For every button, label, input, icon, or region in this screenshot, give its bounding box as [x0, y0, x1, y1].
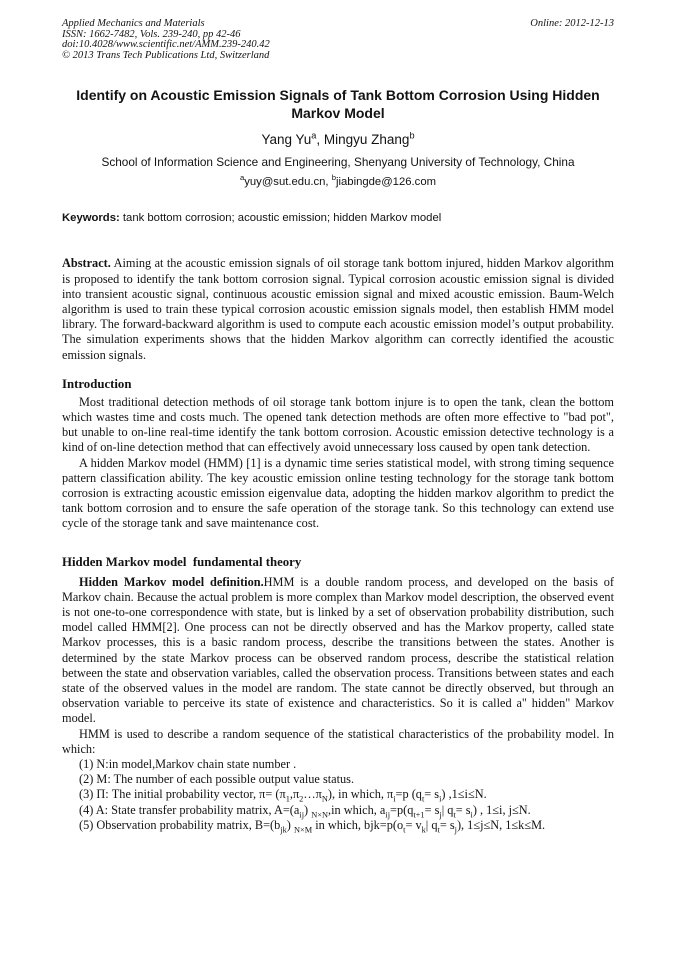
paper-title: Identify on Acoustic Emission Signals of Tank Bottom Corrosion Using Hidden Markov Model: [76, 87, 600, 122]
keywords-label: Keywords:: [62, 212, 120, 225]
emails-line: $^a$yuy@sut.edu.cn, $^b$jiabingde@126.com: [239, 173, 437, 189]
definition-paragraph: [62, 575, 614, 727]
journal-name: Applied Mechanics and Materials: [62, 18, 205, 29]
keywords-line: [62, 211, 614, 225]
journal-header: [62, 19, 614, 61]
journal-doi-line: doi:10.4028/www.scientific.net/AMM.239-240.42: [62, 39, 270, 51]
abstract-label: Abstract.: [62, 256, 111, 271]
journal-issn-line: ISSN: 1662-7482, Vols. 239-240, pp 42-46: [62, 28, 241, 40]
definition-label: Hidden Markov model definition.: [79, 574, 264, 589]
journal-copyright-line: © 2013 Trans Tech Publications Ltd, Switzerland: [62, 49, 270, 61]
affiliation-line: School of Information Science and Engineering, Shenyang University of Technology, China: [101, 155, 575, 170]
intro-heading: Introduction: [62, 376, 132, 391]
definition-text: HMM is a double random process, and developed on the basis of Markov chain. Because the actual problem is more complex than Markov model description, the observed event is not one-to-one correspondence with state, but is linked by a set of observation probability distribution, such model called HMM[2]. One process can not be directly observed and has the Markov property, called state Markov processes, this is a basic random process, describe the transitions between the states. Another is determined by the state Markov process can be observed random process, describe the statistical relation between the state and observation variables, called the observation process. Transitions between states and each state of the observed values in the model are random. The state cannot be directly observed, but through an observation variable to perceive its state of existence and characteristics. So it is called a" hidden" Markov model.: [62, 574, 614, 726]
hmm-parameter-item-1: (1) N:in model,Markov chain state number .: [79, 757, 297, 772]
theory-heading: Hidden Markov model fundamental theory: [62, 554, 302, 569]
hmm-parameter-item-3: (3) Π: The initial probability vector, $\pi= (\pi_1,\pi_2\dots\pi_N)$, in which, $\pi_i=p$ $(q_t= s_i)$ ,1≤i≤N.: [79, 787, 487, 804]
intro-paragraph-1: Most traditional detection methods of oil storage tank bottom injure is to open the tank, clean the bottom which wastes time and costs much. The opened tank detection methods are often more effective to "bad pot", but unable to on-line real-time identify the tank bottom corrosion. Acoustic emission detective technology is a kind of on-line detection method that can effectively avoid unnecessary loss caused by open tank detection.: [62, 394, 614, 455]
hmm-parameter-item-5: (5) Observation probability matrix, $B=(b_{jk})$ $_{N\times M}$ in which, $bjk=p(o_t= v_k|$ $q_t= s_j$), 1≤j≤N, 1≤k≤M.: [79, 817, 546, 835]
journal-header-left: [62, 19, 270, 61]
online-date: Online: 2012-12-13: [530, 18, 614, 29]
hmm-parameter-list: [62, 757, 614, 833]
hmm-parameter-item-2: (2) M: The number of each possible output value status.: [79, 772, 355, 787]
intro-paragraph-2: A hidden Markov model (HMM) [1] is a dynamic time series statistical model, with strong timing sequence pattern classification ability. The key acoustic emission online testing technology for the storage tank bottom corrosion is extracting acoustic emission eigenvalue data, adopting the hidden markov algorithm to predict the tank bottom corrosion and to ensure the safe operation of the storage tank. So this technology can extend use cycle of the storage tank and save maintenance cost.: [62, 455, 614, 531]
keywords-text: tank bottom corrosion; acoustic emission; hidden Markov model: [119, 212, 442, 225]
hmm-description-paragraph: HMM is used to describe a random sequence of the statistical characteristics of the probability model. In which:: [62, 726, 614, 756]
abstract-text: Aiming at the acoustic emission signals of oil storage tank bottom injured, hidden Markov algorithm is proposed to identify the tank bottom corrosion signal. Typical corrosion acoustic emission signal is divided into transient acoustic signal, continuous acoustic emission signal and mixed acoustic emission. Baum-Welch algorithm is used to train these typical corrosion acoustic emission signals model, then establish HMM model library. The forward-backward algorithm is used to compute each acoustic emission model’s output probability. The simulation experiments shows that the hidden Markov algorithm can correctly identified the acoustic emission signals.: [62, 256, 614, 362]
abstract-paragraph: [62, 256, 614, 362]
hmm-parameter-item-4: (4) A: State transfer probability matrix, $A=(a_{ij})$ $_{N\times N}$,in which, $a_{ij}=p(q_{t+1}= s_j|$ $q_t= s_i$) , 1≤i, j≤N.: [79, 802, 531, 820]
authors-line: Yang Yu$^a$, Mingyu Zhang$^b$: [261, 130, 415, 148]
